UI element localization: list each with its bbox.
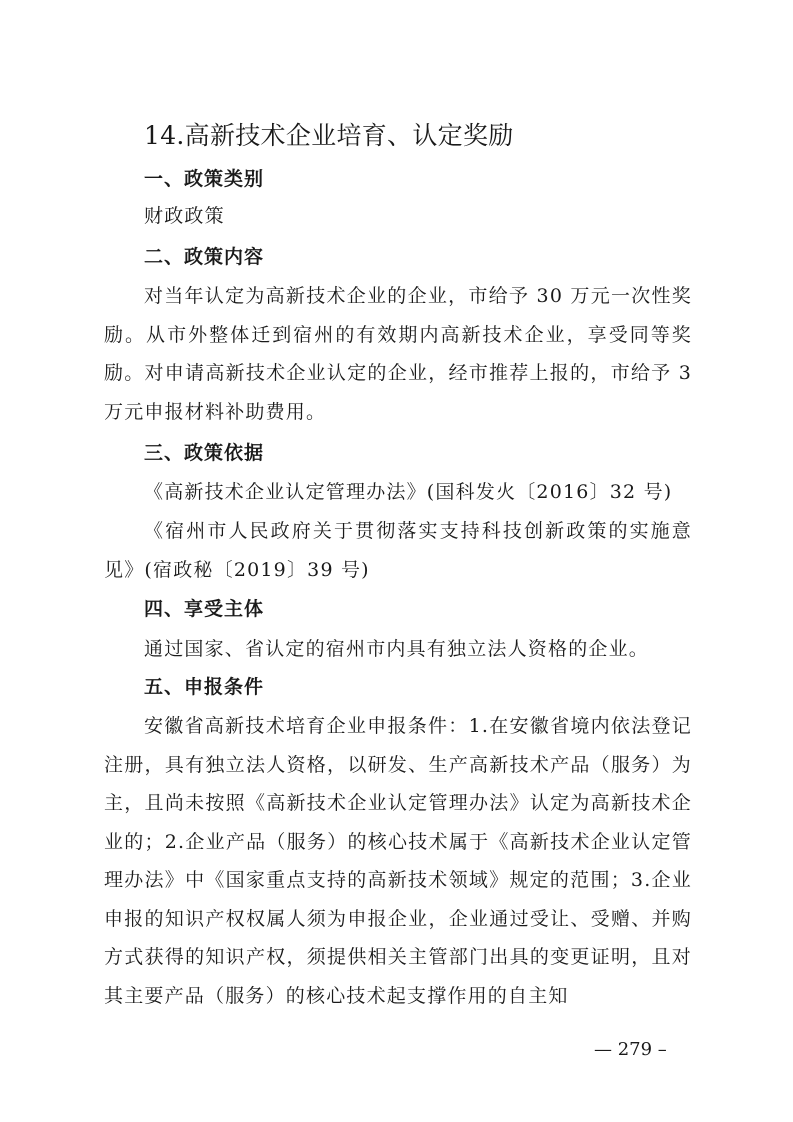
page-number: — 279 – xyxy=(594,1039,667,1060)
policy-basis-document-2: 《宿州市人民政府关于贯彻落实支持科技创新政策的实施意见》(宿政秘〔2019〕39 号) xyxy=(104,520,692,581)
section-body-policy-category: 财政政策 xyxy=(144,205,225,227)
document-title: 14.高新技术企业培育、认定奖励 xyxy=(144,121,514,150)
section-body-application-conditions: 安徽省高新技术培育企业申报条件：1.在安徽省境内依法登记注册，具有独立法人资格，以研发、生产高新技术产品（服务）为主，且尚未按照《高新技术企业认定管理办法》认定为高新技术企业的；2.企业产品（服务）的核心技术属于《高新技术企业认定管理办法》中《国家重点支持的高新技术领域》规定的范围；3.企业申报的知识产权权属人须为申报企业，企业通过受让、受赠、并购方式获得的知识产权，须提供相关主管部门出具的变更证明，且对其主要产品（服务）的核心技术起支撑作用的自主知 xyxy=(104,715,692,1007)
section-body-beneficiary: 通过国家、省认定的宿州市内具有独立法人资格的企业。 xyxy=(144,638,650,660)
section-body-policy-content: 对当年认定为高新技术企业的企业，市给予 30 万元一次性奖励。从市外整体迁到宿州的有效期内高新技术企业，享受同等奖励。对申请高新技术企业认定的企业，经市推荐上报的，市给予 3 万元申报材料补助费用。 xyxy=(104,285,692,423)
section-heading-policy-content: 二、政策内容 xyxy=(144,246,265,268)
section-heading-policy-category: 一、政策类别 xyxy=(144,168,265,190)
document-page xyxy=(104,0,692,1122)
section-heading-application-conditions: 五、申报条件 xyxy=(144,676,265,698)
section-heading-beneficiary: 四、享受主体 xyxy=(144,598,265,620)
policy-basis-document-1: 《高新技术企业认定管理办法》(国科发火〔2016〕32 号) xyxy=(144,481,673,503)
section-heading-policy-basis: 三、政策依据 xyxy=(144,442,265,464)
